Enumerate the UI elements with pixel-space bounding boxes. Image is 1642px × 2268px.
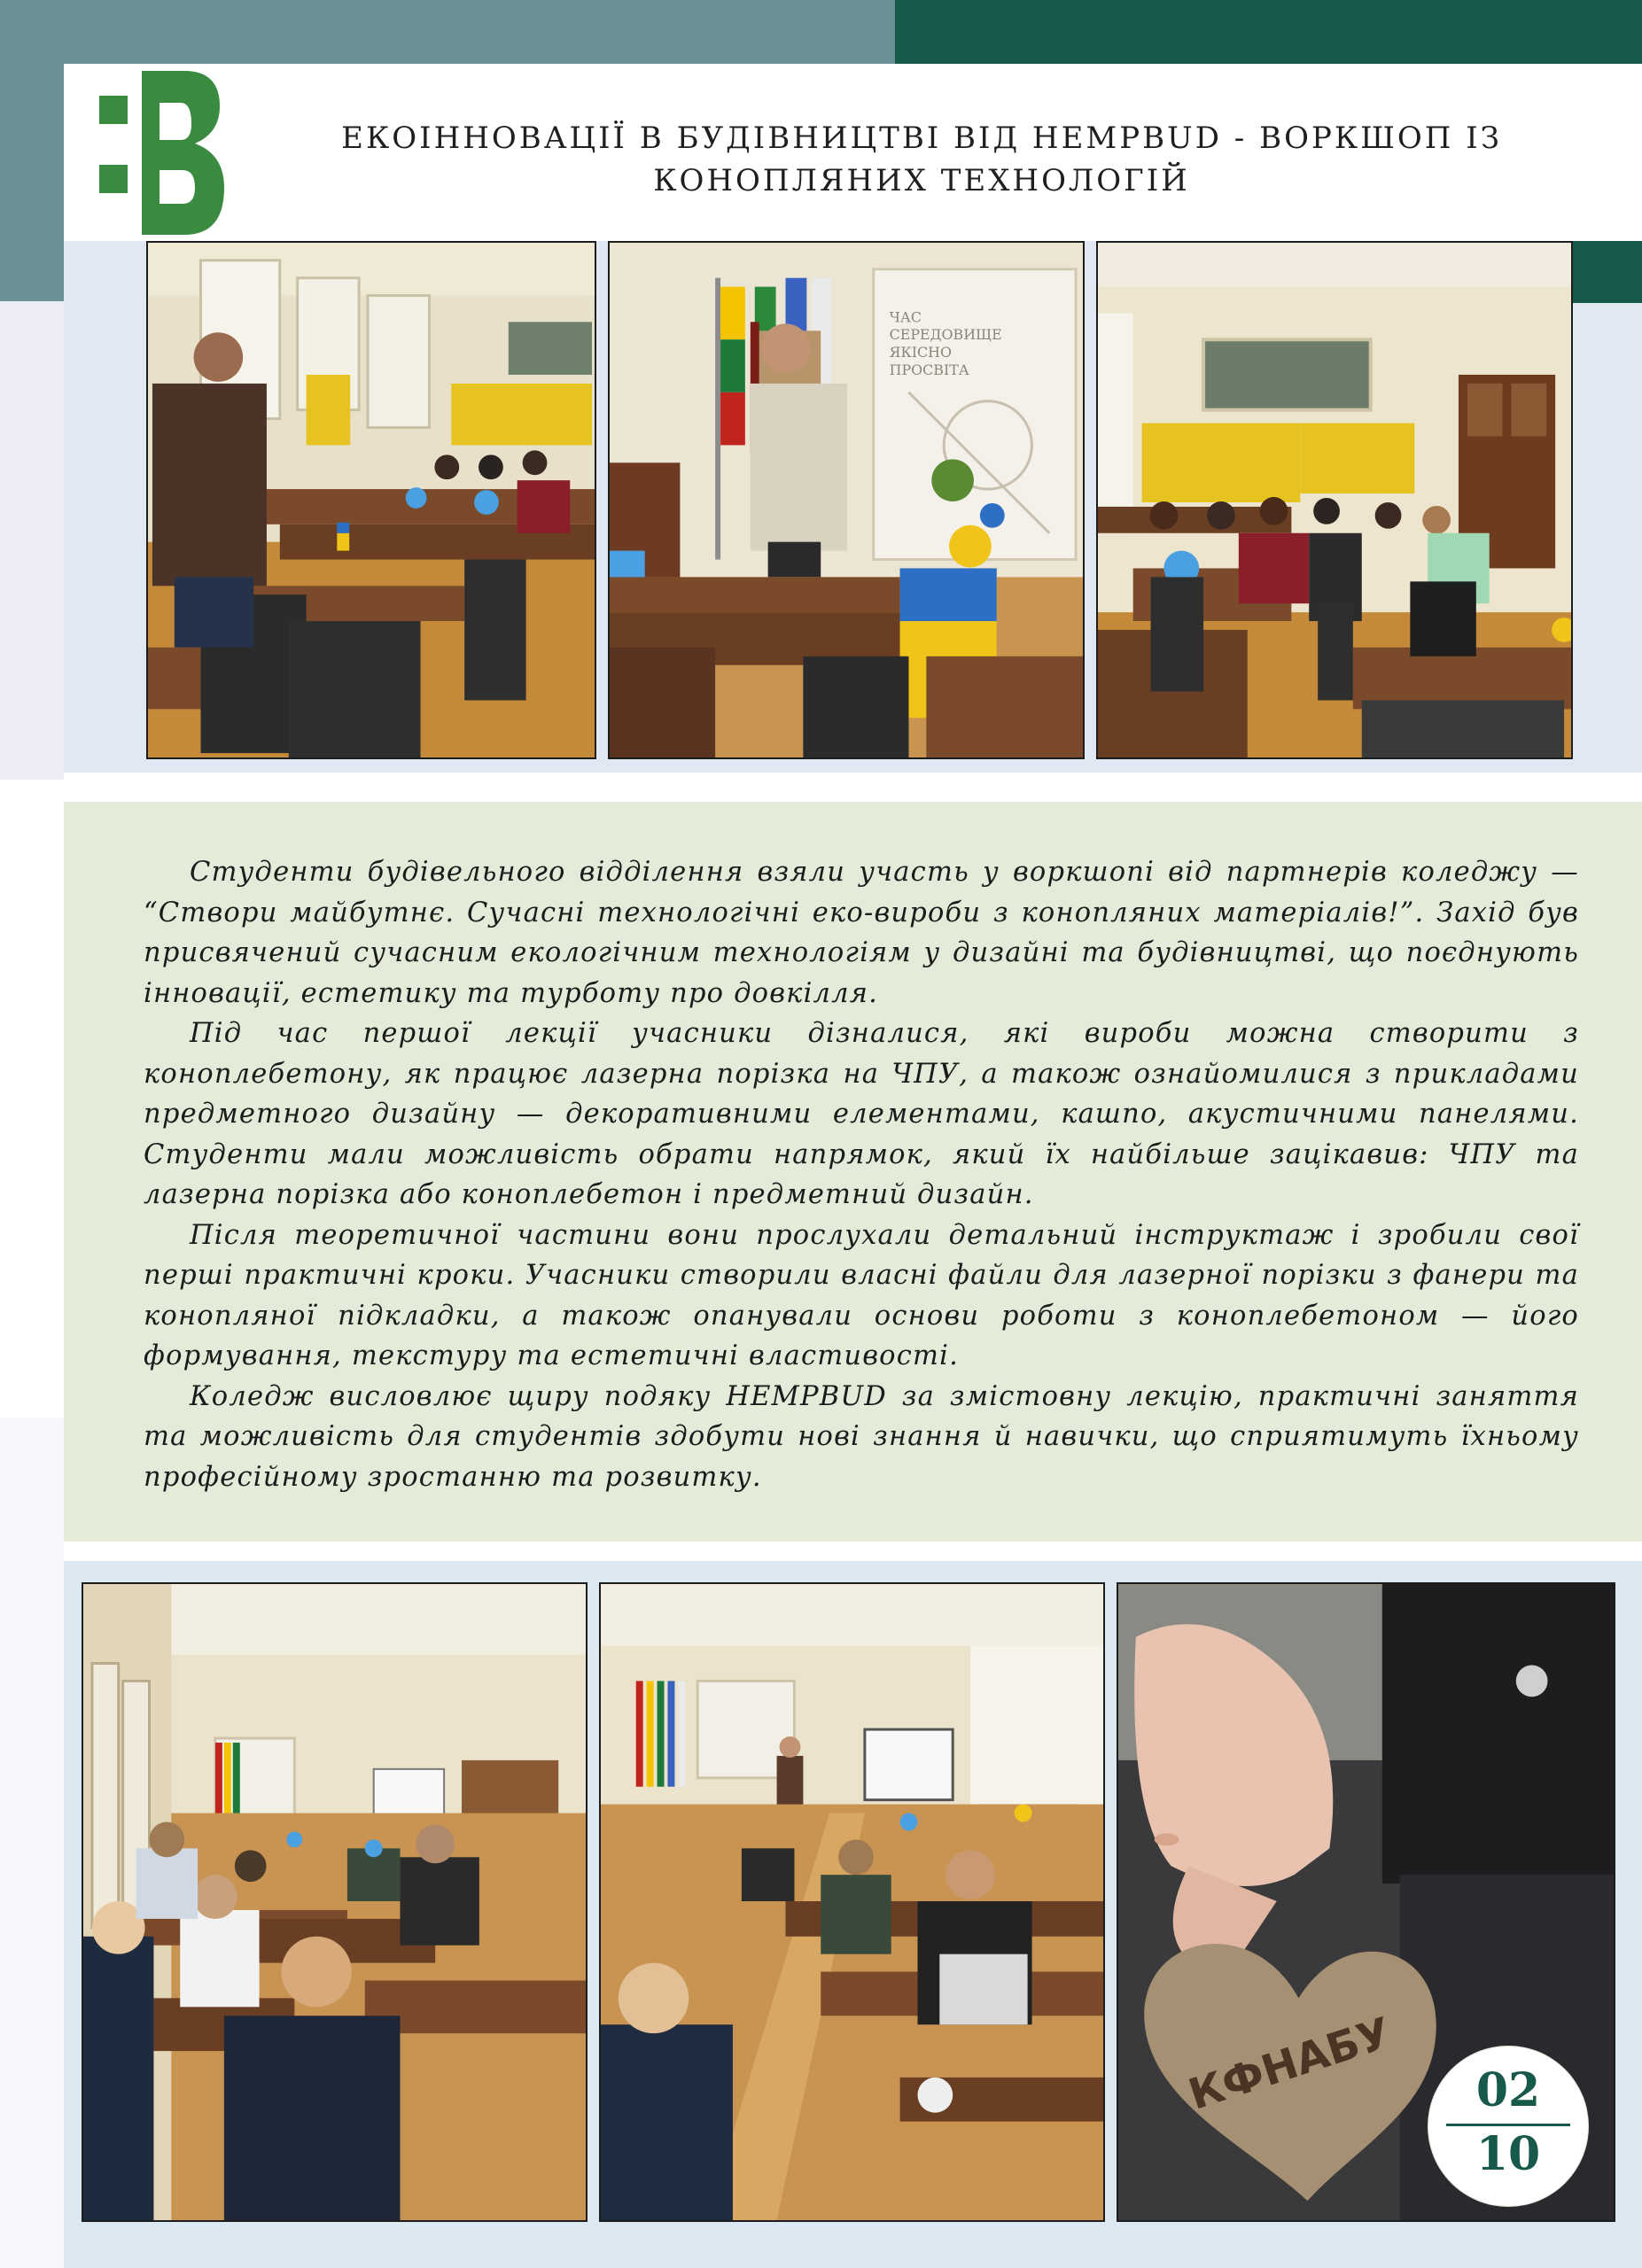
page-current: 02	[1475, 2063, 1541, 2117]
board-text-4: ПРОСВІТА	[889, 361, 969, 378]
decor-side-light	[0, 1418, 64, 2268]
decor-side-lavender	[0, 301, 64, 780]
article-paragraph-4: Коледж висловлює щиру подяку HEMPBUD за змістовну лекцію, практичні заняття та можливість для студентів здобути нові знання й навички, що сприятимуть їхньому професійному зростанню та розвитку.	[144, 1380, 1579, 1493]
decor-band-green	[895, 0, 1642, 64]
article-paragraph-1: Студенти будівельного відділення взяли участь у воркшопі від партнерів коледжу — “Створи майбутнє. Сучасні технологічні еко-вироби з конопляних матеріалів!”. Захід був присвячений сучасним екологічним технологіям у дизайні та будівництві, що поєднують інновації, естетику та турботу про довкілля.	[144, 857, 1579, 1009]
photo-students-listening	[1096, 241, 1573, 759]
page-number-badge	[1428, 2047, 1588, 2206]
decor-side-teal	[0, 64, 64, 303]
decor-band-teal	[0, 0, 895, 64]
board-text-2: СЕРЕДОВИЩЕ	[889, 326, 1002, 344]
article-text	[144, 852, 1579, 1497]
article-paragraph-2: Під час першої лекції учасники дізналися, які вироби можна створити з коноплебетону, як працює лазерна порізка на ЧПУ, а також ознайомилися з прикладами предметного дизайну — декоративними елементами, кашпо, акустичними панелями. Студенти мали можливість обрати напрямок, який їх найбільше зацікавив: ЧПУ та лазерна порізка або коноплебетон і предметний дизайн.	[144, 1018, 1579, 1210]
board-text-3: ЯКІСНО	[889, 344, 953, 361]
page-total: 10	[1475, 2127, 1541, 2181]
decor-side-green	[1573, 241, 1642, 303]
photo-hall-presenter	[599, 1582, 1105, 2222]
article-paragraph-3: Після теоретичної частини вони прослухали детальний інструктаж і зробили свої перші практичні кроки. Учасники створили власні файли для лазерної порізки з фанери та конопляної підкладки, а також опанували основи роботи з коноплебетоном — його формування, текстуру та естетичні властивості.	[144, 1219, 1579, 1371]
photo-presenter-flags	[608, 241, 1085, 759]
page-title	[266, 117, 1577, 202]
page-divider	[1446, 2124, 1570, 2126]
photo-speaker-classroom	[146, 241, 596, 759]
board-text-1: ЧАС	[889, 308, 922, 326]
page-title-line-1: ЕКОІННОВАЦІЇ В БУДІВНИЦТВІ ВІД HEMPBUD - ВОРКШОП ІЗ	[341, 120, 1502, 156]
hb-logo-icon	[96, 71, 224, 235]
page-title-line-2: КОНОПЛЯНИХ ТЕХНОЛОГІЙ	[653, 163, 1190, 198]
photo-hall-wide	[82, 1582, 588, 2222]
heart-text: КФНАБУ	[1183, 2008, 1397, 2120]
